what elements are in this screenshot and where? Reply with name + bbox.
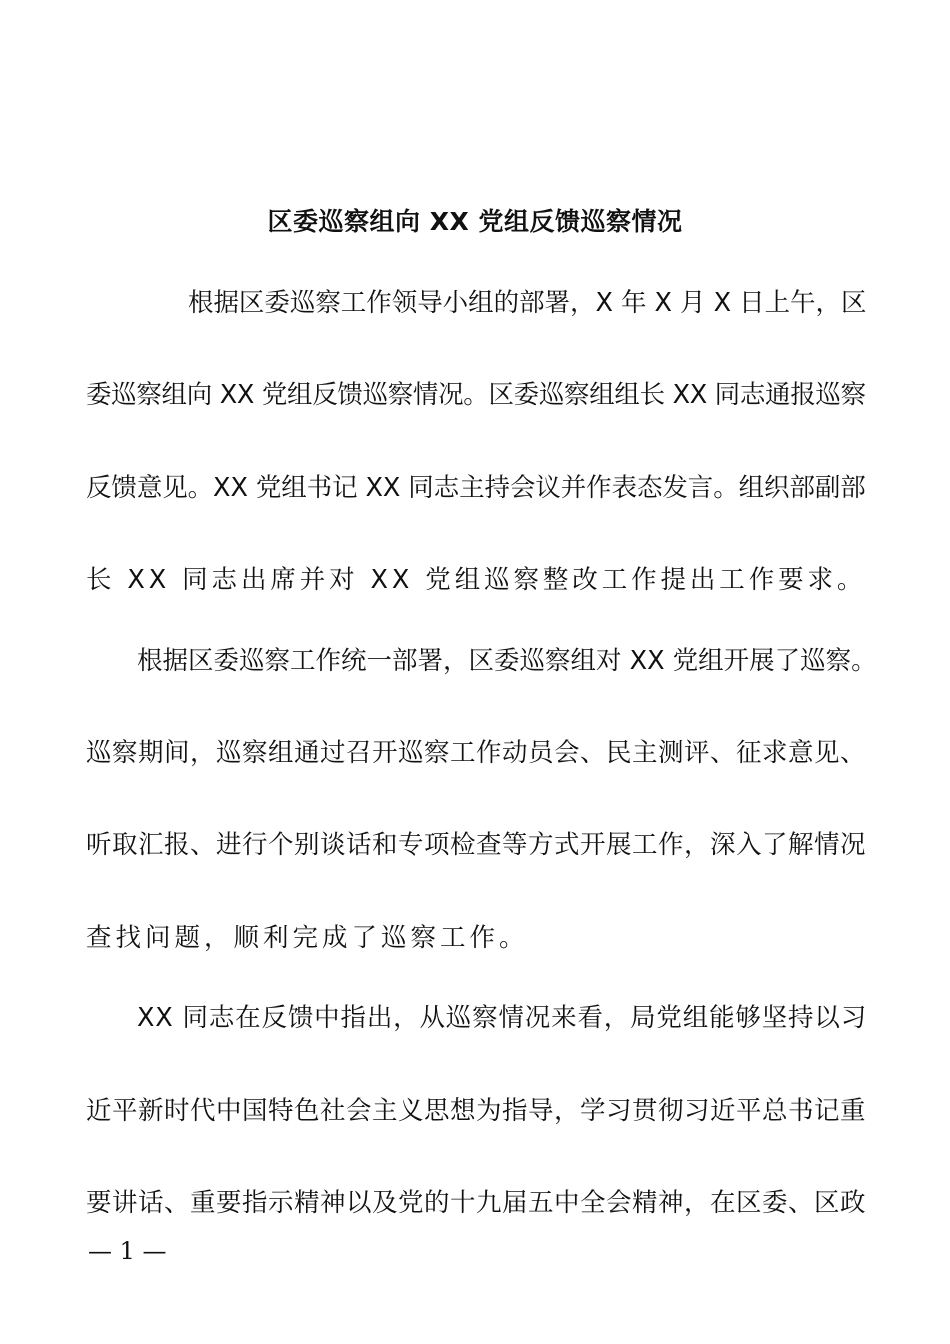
paragraph-1-line-4: 长 XX 同志出席并对 XX 党组巡察整改工作提出工作要求。	[86, 565, 867, 595]
paragraph-2-line-3: 听取汇报、进行个别谈话和专项检查等方式开展工作，深入了解情况	[86, 830, 867, 860]
paragraph-1-line-2: 委巡察组向 XX 党组反馈巡察情况。区委巡察组组长 XX 同志通报巡察	[86, 380, 866, 410]
paragraph-3-line-3: 要讲话、重要指示精神以及党的十九届五中全会精神，在区委、区政	[86, 1188, 867, 1218]
paragraph-2-line-1: 根据区委巡察工作统一部署，区委巡察组对 XX 党组开展了巡察。	[137, 646, 877, 676]
paragraph-2-line-4: 查找问题，顺利完成了巡察工作。	[86, 923, 529, 953]
paragraph-2-line-2: 巡察期间，巡察组通过召开巡察工作动员会、民主测评、征求意见、	[86, 738, 867, 768]
paragraph-1-line-3: 反馈意见。XX 党组书记 XX 同志主持会议并作表态发言。组织部副部	[86, 473, 866, 503]
paragraph-3-line-2: 近平新时代中国特色社会主义思想为指导，学习贯彻习近平总书记重	[86, 1096, 867, 1126]
paragraph-3-line-1: XX 同志在反馈中指出，从巡察情况来看，局党组能够坚持以习	[137, 1003, 868, 1033]
document-title: 区委巡察组向 XX 党组反馈巡察情况	[267, 207, 683, 236]
paragraph-1-line-1: 根据区委巡察工作领导小组的部署，X 年 X 月 X 日上午，区	[188, 288, 867, 318]
page-number: — 1 —	[88, 1237, 167, 1265]
